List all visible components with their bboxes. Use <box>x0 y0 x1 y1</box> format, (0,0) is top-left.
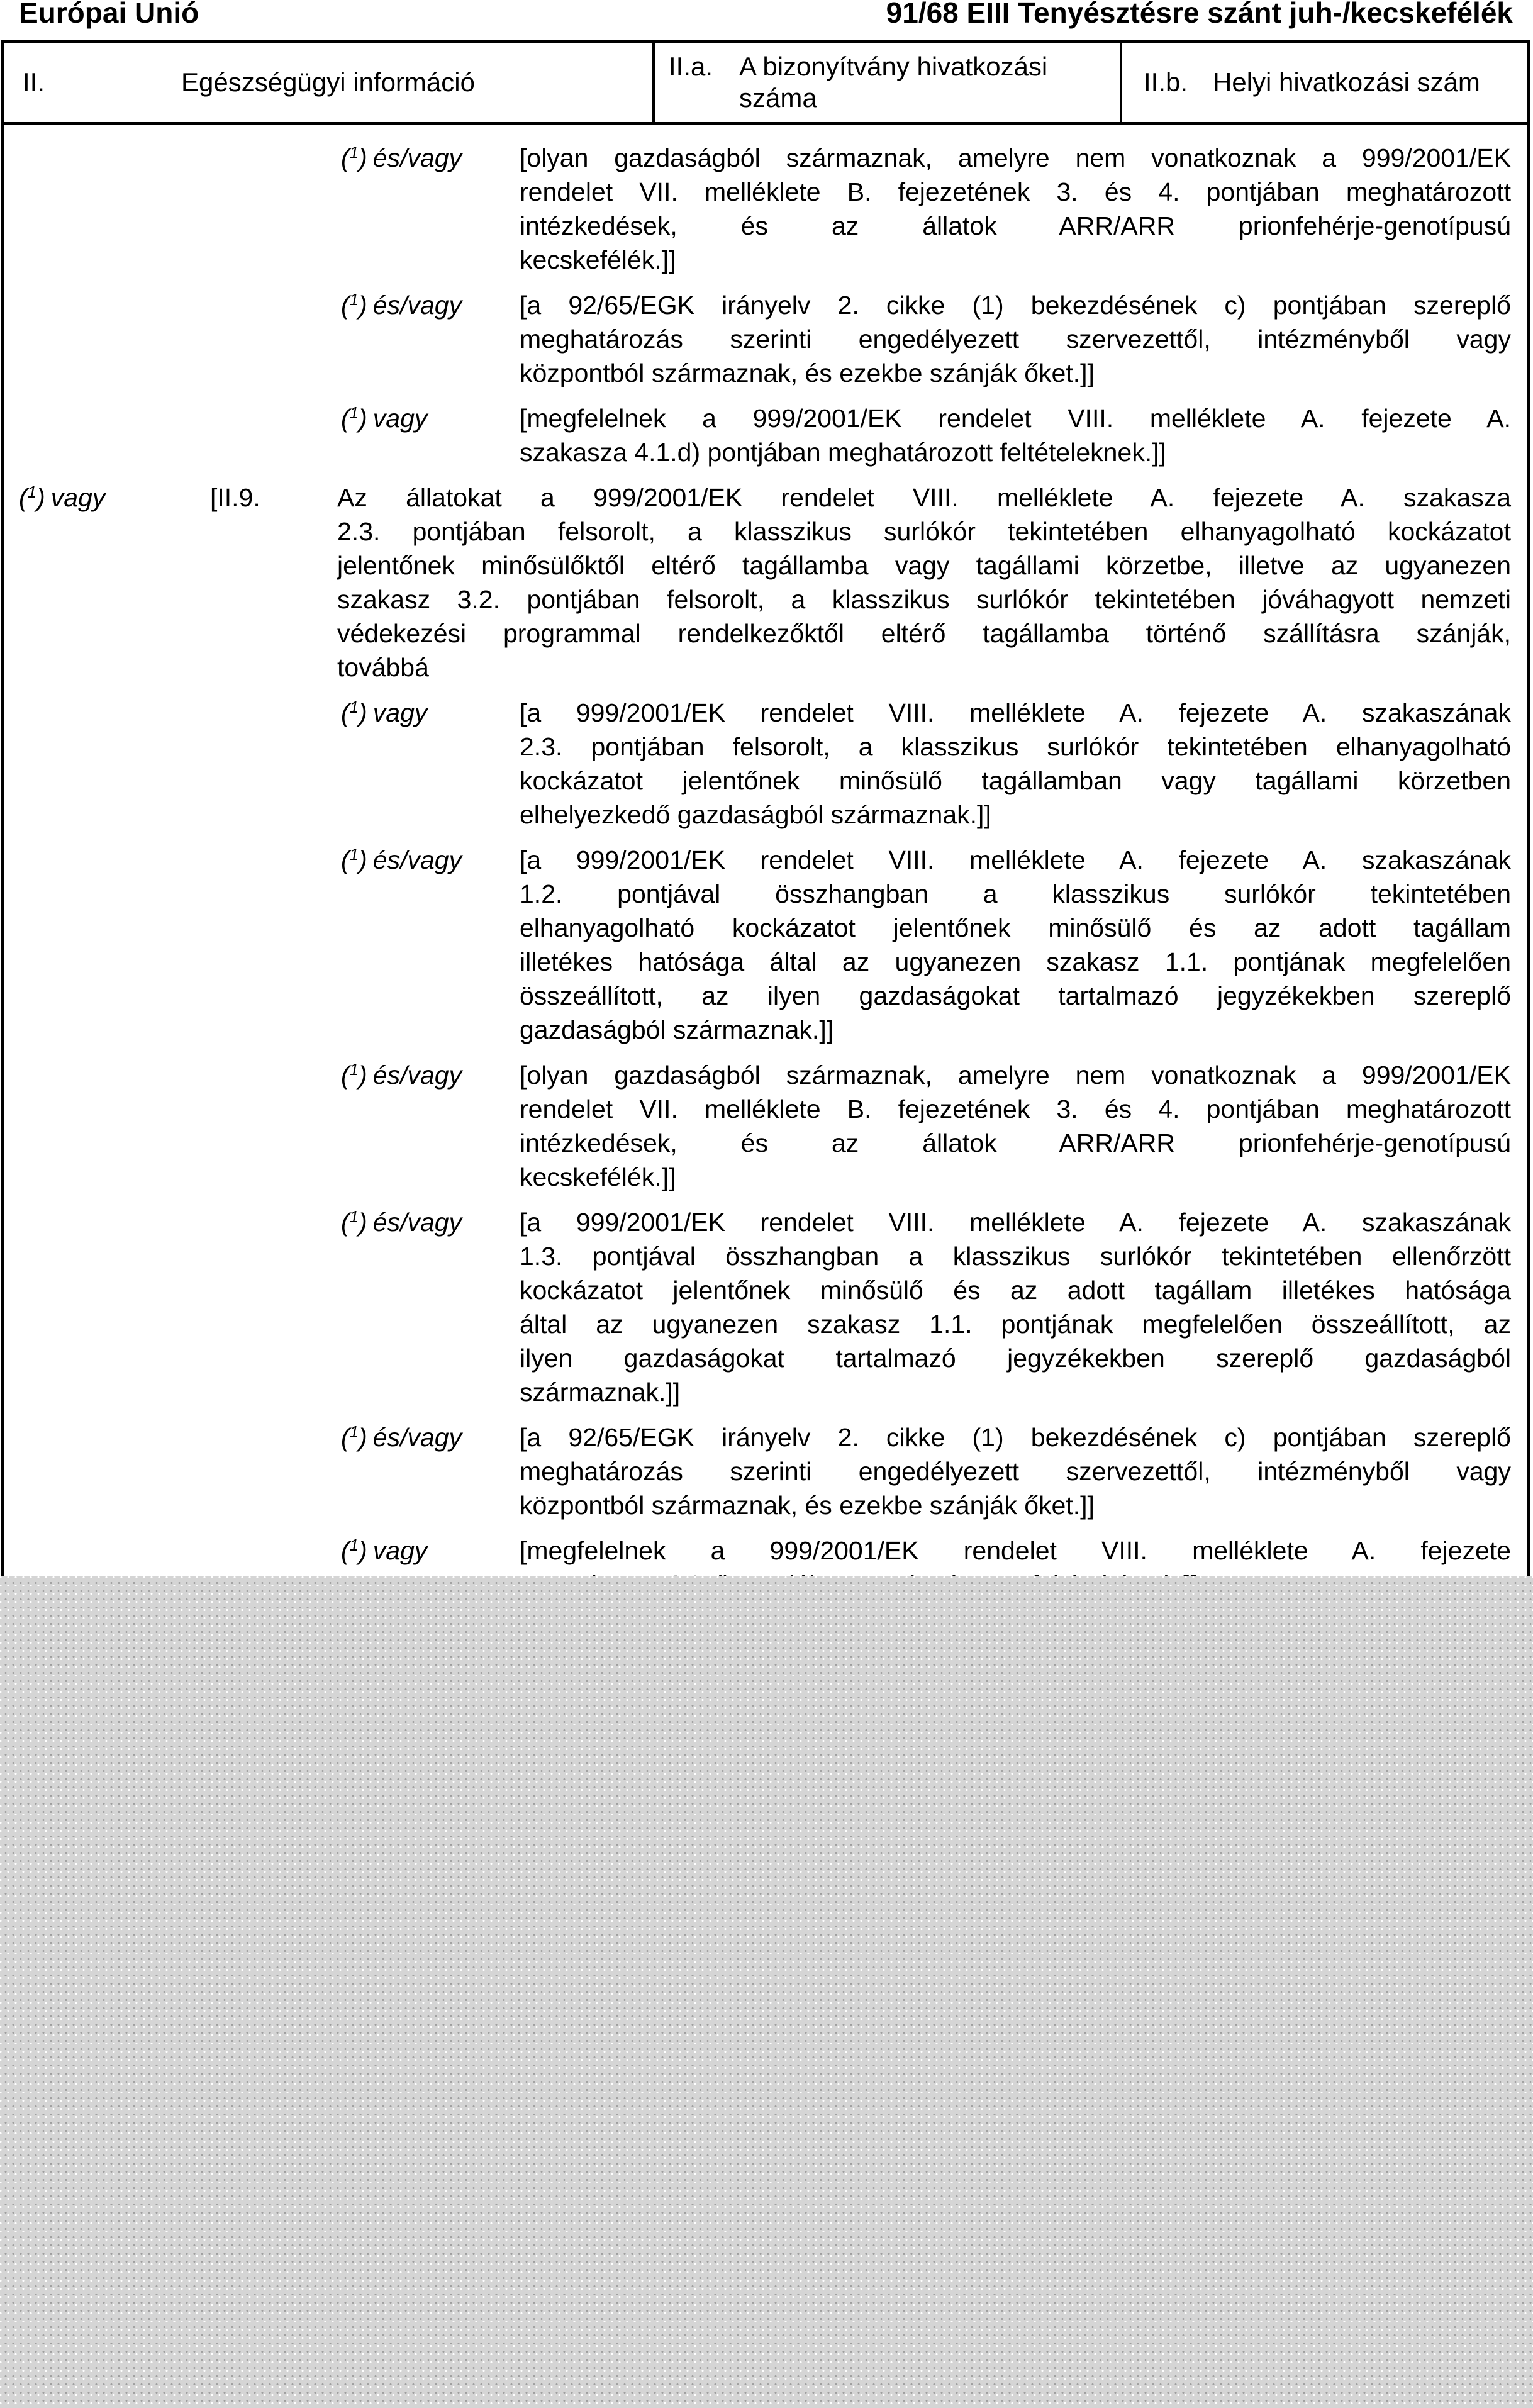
option-label <box>341 288 462 322</box>
clause-text <box>520 141 1511 277</box>
certification-options-list <box>4 141 1527 1602</box>
footnote-paren-close: ) <box>359 845 367 874</box>
footnote-paren-close: ) <box>359 698 367 727</box>
footnote-paren-close: ) <box>359 291 367 320</box>
certificate-body <box>1 125 1530 1576</box>
clause-text-line: [a 92/65/EGK irányelv 2. cikke (1) bekezdésének c) pontjában szereplő <box>520 1423 1511 1452</box>
footnote-paren-close: ) <box>359 1208 367 1237</box>
clause-text-line: által az ugyanezen szakasz 1.1. pontjának megfelelően összeállított, az <box>520 1310 1511 1339</box>
clause-text-line: kecskefélék.]] <box>520 245 676 274</box>
option-conjunction: vagy <box>372 1536 428 1565</box>
option-conjunction: és/vagy <box>372 1423 462 1452</box>
option-conjunction: és/vagy <box>372 845 462 874</box>
clause-text-line: [a 999/2001/EK rendelet VIII. melléklete A. fejezete A. szakaszának <box>520 1208 1511 1237</box>
footnote-paren-close: ) <box>359 404 367 433</box>
clause-text-line: szakasz 3.2. pontjában felsorolt, a klasszikus surlókór tekintetében jóváhagyott nemzeti <box>337 585 1511 614</box>
certificate-reference-text: A bizonyítvány hivatkozási száma <box>739 52 1048 113</box>
footnote-ref: 1 <box>27 482 37 501</box>
clause-text-line: meghatározás szerinti engedélyezett szervezettől, intézményből vagy <box>520 325 1511 354</box>
clause-text-line: [olyan gazdaságból származnak, amelyre nem vonatkoznak a 999/2001/EK <box>520 1061 1511 1090</box>
certification-option <box>4 1205 1527 1409</box>
clause-text-line: központból származnak, és ezekbe szánják őket.]] <box>520 1491 1095 1520</box>
clause-text <box>520 401 1511 469</box>
certification-option <box>4 843 1527 1047</box>
footnote-paren-close: ) <box>359 1423 367 1452</box>
option-label <box>341 1420 462 1454</box>
footnote-ref: 1 <box>349 1060 359 1079</box>
footnote-paren-open: ( <box>341 1208 350 1237</box>
clause-text-line: központból származnak, és ezekbe szánják őket.]] <box>520 359 1095 387</box>
clause-text-line: továbbá <box>337 653 429 682</box>
certification-option <box>4 288 1527 390</box>
clause-text-line: szakasza 4.1.d) pontjában meghatározott feltételeknek.]] <box>520 438 1166 467</box>
option-conjunction: vagy <box>372 698 428 727</box>
option-conjunction: vagy <box>372 404 428 433</box>
clause-number: [II.9. <box>210 483 260 512</box>
section-number: II. <box>23 67 45 97</box>
clause-text <box>520 1205 1511 1409</box>
footnote-paren-open: ( <box>341 698 350 727</box>
footnote-ref: 1 <box>349 1536 359 1554</box>
clause-text-line: rendelet VII. melléklete B. fejezetének 3. és 4. pontjában meghatározott <box>520 1095 1511 1123</box>
footnote-ref: 1 <box>349 845 359 864</box>
clause-text <box>520 1420 1511 1522</box>
footnote-paren-close: ) <box>359 143 367 172</box>
clause-text <box>520 843 1511 1047</box>
clause-text-line: védekezési programmal rendelkezőktől eltérő tagállamba történő szállításra szánják, <box>337 619 1511 648</box>
footnote-paren-close: ) <box>359 1536 367 1565</box>
local-reference-number-label: II.b. <box>1144 67 1188 97</box>
clause-text-line: 1.2. pontjával összhangban a klasszikus surlókór tekintetében <box>520 879 1511 908</box>
footnote-paren-open: ( <box>341 404 350 433</box>
footnote-ref: 1 <box>349 403 359 422</box>
footnote-paren-close: ) <box>359 1061 367 1090</box>
clause-text <box>337 481 1511 684</box>
option-conjunction: és/vagy <box>372 1208 462 1237</box>
clause-text <box>520 696 1511 832</box>
clause-text-line: összeállított, az ilyen gazdaságokat tartalmazó jegyzékekben szereplő <box>520 981 1511 1010</box>
footnote-paren-open: ( <box>341 1423 350 1452</box>
page-title-right: 91/68 EIII Tenyésztésre szánt juh-/kecskefélék <box>886 0 1513 29</box>
option-conjunction: és/vagy <box>372 291 462 320</box>
footnote-paren-open: ( <box>19 483 28 512</box>
clause-text <box>520 288 1511 390</box>
clause-text-line: 1.3. pontjával összhangban a klasszikus surlókór tekintetében ellenőrzött <box>520 1242 1511 1271</box>
footnote-ref: 1 <box>349 1207 359 1226</box>
clause-text-line: [a 999/2001/EK rendelet VIII. melléklete A. fejezete A. szakaszának <box>520 698 1511 727</box>
option-label <box>19 481 105 515</box>
local-reference-cell <box>1122 43 1527 122</box>
certification-option <box>4 481 1527 684</box>
clause-text-line: ilyen gazdaságokat tartalmazó jegyzékekben szereplő gazdaságból <box>520 1344 1511 1373</box>
clause-text-line: [megfelelnek a 999/2001/EK rendelet VIII. melléklete A. fejezete A. <box>520 404 1511 433</box>
clause-text-line: intézkedések, és az állatok ARR/ARR prionfehérje-genotípusú <box>520 211 1511 240</box>
option-label <box>341 843 462 877</box>
footnote-paren-open: ( <box>341 845 350 874</box>
clause-text-line: kockázatot jelentőnek minősülő tagállamban vagy tagállami körzetben <box>520 766 1511 795</box>
option-label <box>341 696 427 730</box>
footnote-paren-open: ( <box>341 291 350 320</box>
local-reference-text: Helyi hivatkozási szám <box>1213 67 1480 97</box>
clause-text-line: gazdaságból származnak.]] <box>520 1015 834 1044</box>
clause-text-line: [olyan gazdaságból származnak, amelyre nem vonatkoznak a 999/2001/EK <box>520 143 1511 172</box>
certification-option <box>4 696 1527 832</box>
option-label <box>341 1205 462 1239</box>
footnote-ref: 1 <box>349 143 359 162</box>
certification-option <box>4 141 1527 277</box>
clause-text-line: származnak.]] <box>520 1378 681 1407</box>
option-conjunction: és/vagy <box>372 1061 462 1090</box>
clause-text-line: meghatározás szerinti engedélyezett szervezettől, intézményből vagy <box>520 1457 1511 1486</box>
option-label <box>341 141 462 175</box>
footnote-paren-close: ) <box>36 483 45 512</box>
footnote-ref: 1 <box>349 1422 359 1441</box>
footnote-paren-open: ( <box>341 1536 350 1565</box>
clause-text-line: elhelyezkedő gazdaságból származnak.]] <box>520 800 991 829</box>
health-information-cell <box>4 43 655 122</box>
clause-text-line: kecskefélék.]] <box>520 1162 676 1191</box>
section-title: Egészségügyi információ <box>181 67 475 97</box>
clause-text-line: jelentőnek minősülőktől eltérő tagállamba vagy tagállami körzetbe, illetve az ugyanezen <box>337 551 1511 580</box>
option-conjunction: és/vagy <box>372 143 462 172</box>
clause-text-line: Az állatokat a 999/2001/EK rendelet VIII. melléklete A. fejezete A. szakasza <box>337 483 1511 512</box>
clause-text-line: [a 999/2001/EK rendelet VIII. melléklete A. fejezete A. szakaszának <box>520 845 1511 874</box>
clause-text-line: [a 92/65/EGK irányelv 2. cikke (1) bekezdésének c) pontjában szereplő <box>520 291 1511 320</box>
page-title-left: Európai Unió <box>19 0 199 29</box>
certificate-reference-number-label: II.a. <box>669 52 713 81</box>
footnote-ref: 1 <box>349 698 359 716</box>
clause-text-line: 2.3. pontjában felsorolt, a klasszikus surlókór tekintetében elhanyagolható <box>520 732 1511 761</box>
clause-text-line: intézkedések, és az állatok ARR/ARR prionfehérje-genotípusú <box>520 1129 1511 1157</box>
clause-text-line: elhanyagolható kockázatot jelentőnek minősülő és az adott tagállam <box>520 913 1511 942</box>
clause-text <box>520 1058 1511 1194</box>
clause-text-line: [megfelelnek a 999/2001/EK rendelet VIII. melléklete A. fejezete <box>520 1536 1511 1565</box>
clause-text-line: 2.3. pontjában felsorolt, a klasszikus surlókór tekintetében elhanyagolható kockázatot <box>337 517 1511 546</box>
clause-text-line: rendelet VII. melléklete B. fejezetének 3. és 4. pontjában meghatározott <box>520 177 1511 206</box>
option-label <box>341 401 427 435</box>
clause-text-line: kockázatot jelentőnek minősülő és az adott tagállam illetékes hatósága <box>520 1276 1511 1305</box>
footnote-ref: 1 <box>349 290 359 309</box>
option-label <box>341 1058 462 1092</box>
clause-text-line: illetékes hatósága által az ugyanezen szakasz 1.1. pontjának megfelelően <box>520 947 1511 976</box>
certification-option <box>4 401 1527 469</box>
option-label <box>341 1534 427 1568</box>
footnote-paren-open: ( <box>341 1061 350 1090</box>
certificate-reference-cell <box>655 43 1122 122</box>
section-header-table <box>1 40 1530 125</box>
certification-option <box>4 1420 1527 1522</box>
certification-option <box>4 1058 1527 1194</box>
option-conjunction: vagy <box>50 483 106 512</box>
unrendered-page-region <box>0 1576 1533 2408</box>
footnote-paren-open: ( <box>341 143 350 172</box>
